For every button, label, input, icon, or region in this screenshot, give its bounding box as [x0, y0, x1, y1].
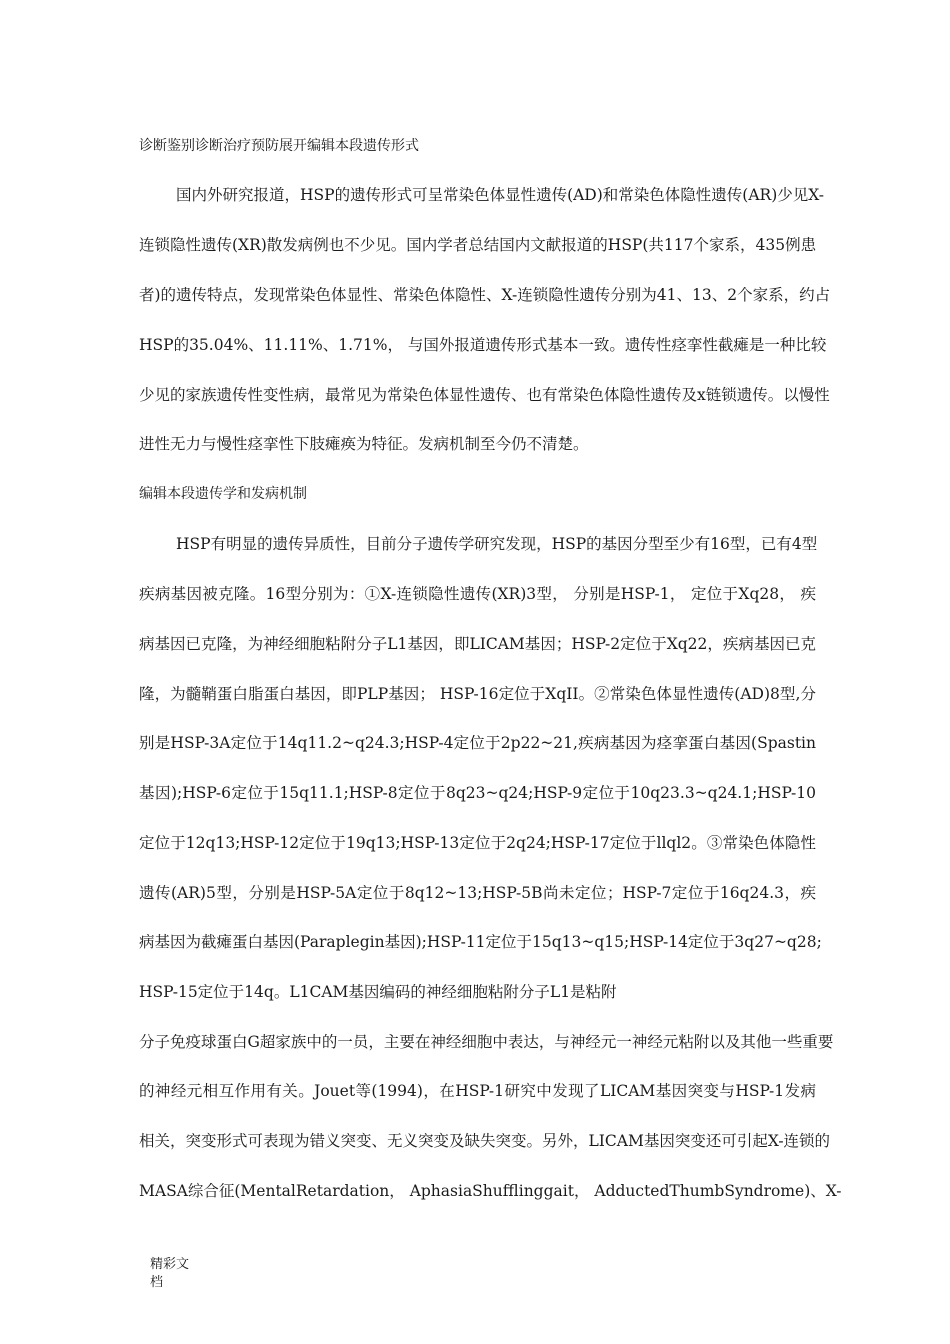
paragraph-line: 定位于12q13;HSP-12定位于19q13;HSP-13定位于2q24;HSP-17定位于llql2。③常染色体隐性	[139, 834, 816, 852]
section-heading-genetic-form: 诊断鉴别诊断治疗预防展开编辑本段遗传形式	[139, 138, 419, 154]
paragraph-line: 进性无力与慢性痉挛性下肢瘫痪为特征。发病机制至今仍不清楚。	[139, 435, 589, 453]
paragraph-line: 隆，为髓鞘蛋白脂蛋白基因，即PLP基因； HSP-16定位于XqII。②常染色体显性遗传(AD)8型,分	[139, 685, 816, 703]
paragraph-line: 分子免疫球蛋白G超家族中的一员，主要在神经细胞中表达，与神经元一神经元粘附以及其他一些重要	[139, 1033, 834, 1051]
page-footer: 精彩文 档	[150, 1257, 190, 1290]
paragraph-line: 的神经元相互作用有关。Jouet等(1994)，在HSP-1研究中发现了LICAM基因突变与HSP-1发病	[139, 1082, 816, 1100]
section-heading-genetics-pathogenesis: 编辑本段遗传学和发病机制	[139, 486, 307, 502]
paragraph-line: 别是HSP-3A定位于14q11.2~q24.3;HSP-4定位于2p22~21,疾病基因为痉挛蛋白基因(Spastin	[139, 734, 816, 752]
paragraph-line: HSP-15定位于14q。L1CAM基因编码的神经细胞粘附分子L1是粘附	[139, 983, 617, 1001]
paragraph-line: 国内外研究报道，HSP的遗传形式可呈常染色体显性遗传(AD)和常染色体隐性遗传(AR)少见X-	[176, 186, 824, 204]
paragraph-line: 病基因已克隆，为神经细胞粘附分子L1基因，即LICAM基因；HSP-2定位于Xq22，疾病基因已克	[139, 635, 816, 653]
paragraph-line: 病基因为截瘫蛋白基因(Paraplegin基因);HSP-11定位于15q13~q15;HSP-14定位于3q27~q28;	[139, 933, 822, 951]
paragraph-line: 少见的家族遗传性变性病，最常见为常染色体显性遗传、也有常染色体隐性遗传及x链锁遗传。以慢性	[139, 386, 830, 404]
paragraph-line: MASA综合征(MentalRetardation， AphasiaShufflinggait， AdductedThumbSyndrome)、X-	[139, 1182, 842, 1200]
paragraph-line: 基因);HSP-6定位于15q11.1;HSP-8定位于8q23~q24;HSP-9定位于10q23.3~q24.1;HSP-10	[139, 784, 816, 802]
paragraph-line: 相关，突变形式可表现为错义突变、无义突变及缺失突变。另外，LICAM基因突变还可引起X-连锁的	[139, 1132, 831, 1150]
paragraph-line: 疾病基因被克隆。16型分别为：①X-连锁隐性遗传(XR)3型， 分别是HSP-1， 定位于Xq28， 疾	[139, 585, 816, 603]
paragraph-line: 者)的遗传特点，发现常染色体显性、常染色体隐性、X-连锁隐性遗传分别为41、13、2个家系，约占	[139, 286, 831, 304]
paragraph-line: 遗传(AR)5型，分别是HSP-5A定位于8q12~13;HSP-5B尚未定位；HSP-7定位于16q24.3，疾	[139, 884, 816, 902]
paragraph-line: 连锁隐性遗传(XR)散发病例也不少见。国内学者总结国内文献报道的HSP(共117个家系，435例患	[139, 236, 817, 254]
paragraph-line: HSP有明显的遗传异质性，目前分子遗传学研究发现，HSP的基因分型至少有16型，已有4型	[176, 535, 818, 553]
paragraph-line: HSP的35.04%、11.11%、1.71%， 与国外报道遗传形式基本一致。遗传性痉挛性截瘫是一种比较	[139, 336, 827, 354]
